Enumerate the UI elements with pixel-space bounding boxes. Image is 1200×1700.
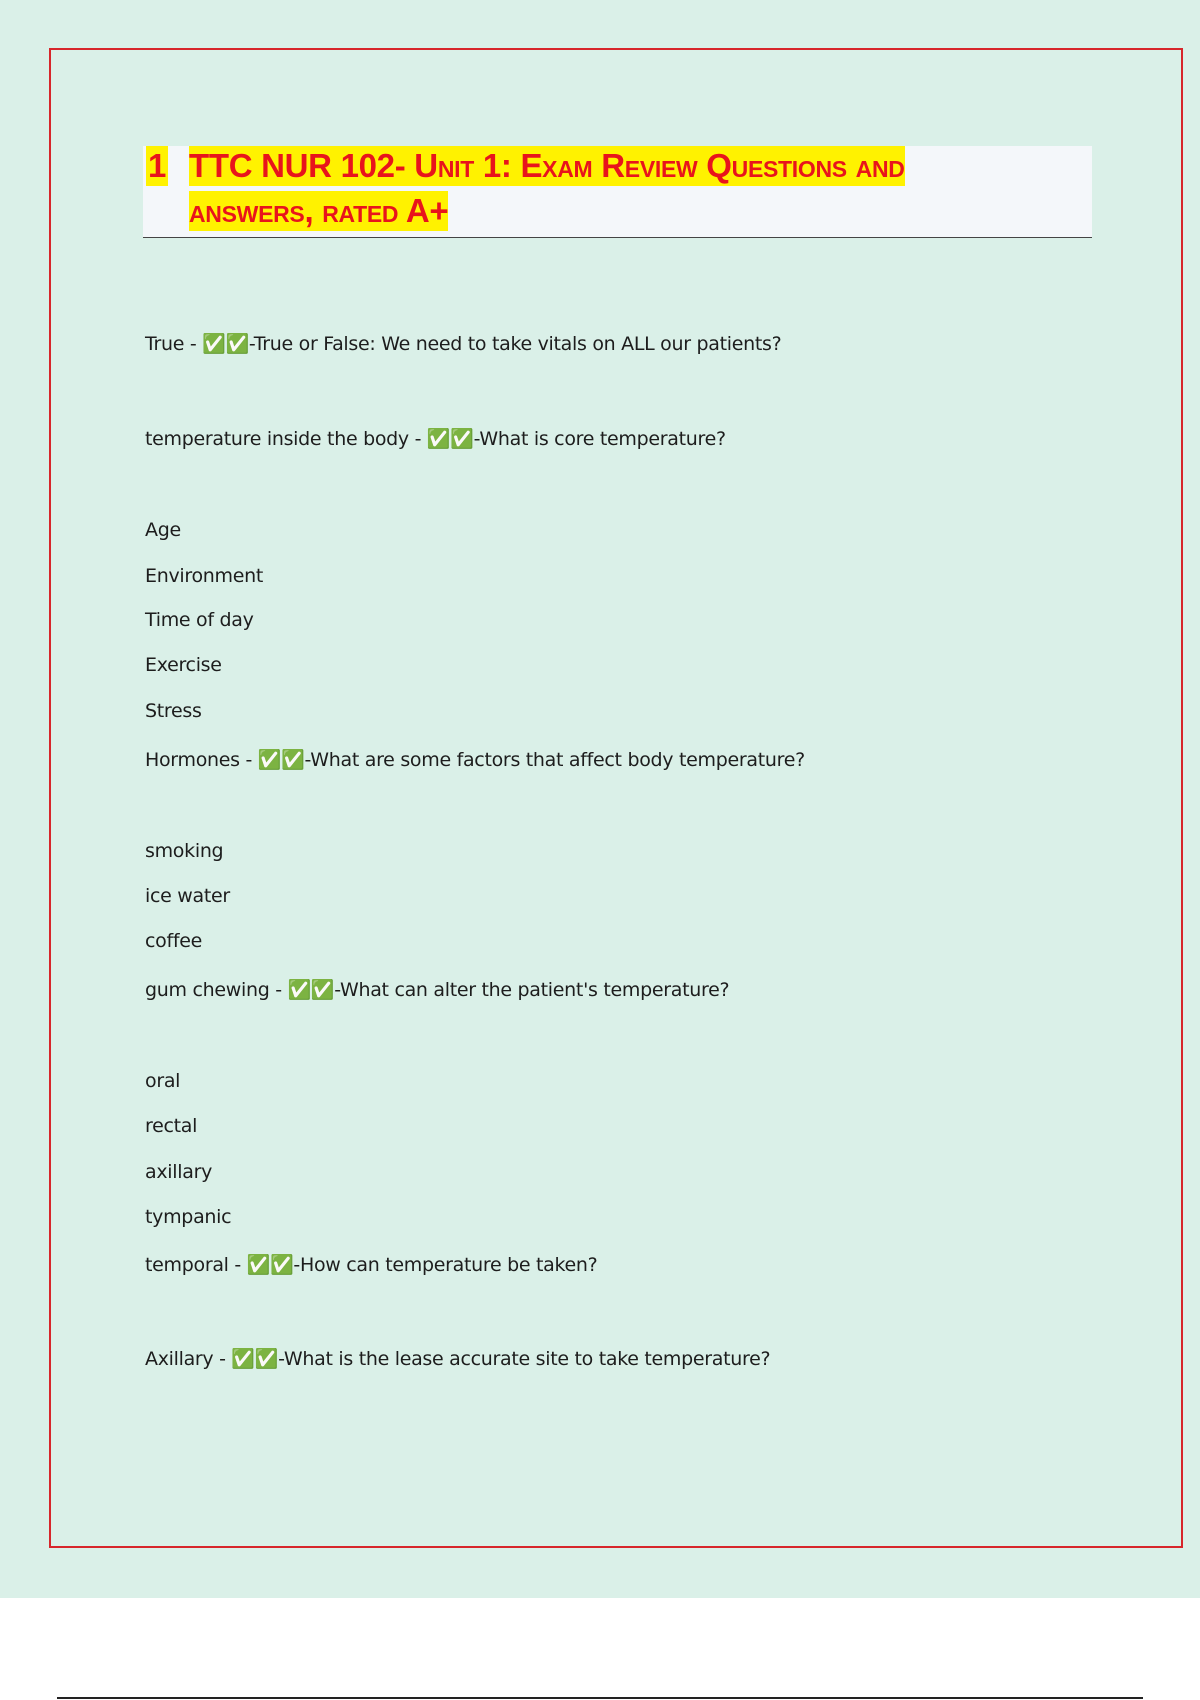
list-item: ice water — [145, 885, 230, 907]
list-item: Environment — [145, 565, 264, 587]
list-item: Exercise — [145, 654, 222, 676]
list-item: Age — [145, 519, 181, 541]
document-title-line-1: TTC NUR 102- Unit 1: Exam Review Questions and — [189, 147, 905, 184]
list-item: axillary — [145, 1161, 213, 1183]
list-item: Stress — [145, 700, 202, 722]
qa-line: True - ✅✅-True or False: We need to take vitals on ALL our patients? — [145, 333, 782, 355]
qa-line: gum chewing - ✅✅-What can alter the patient's temperature? — [145, 979, 730, 1001]
qa-line: Hormones - ✅✅-What are some factors that affect body temperature? — [145, 749, 805, 771]
heading-number: 1 — [148, 147, 167, 184]
page-border-frame — [49, 48, 1183, 1548]
list-item: smoking — [145, 840, 224, 862]
list-item: Time of day — [145, 609, 254, 631]
list-item: rectal — [145, 1115, 198, 1137]
footer-divider — [57, 1697, 1143, 1699]
list-item: tympanic — [145, 1206, 232, 1228]
qa-line: Axillary - ✅✅-What is the lease accurate site to take temperature? — [145, 1348, 771, 1370]
qa-line: temperature inside the body - ✅✅-What is core temperature? — [145, 428, 726, 450]
qa-line: temporal - ✅✅-How can temperature be taken? — [145, 1254, 598, 1276]
list-item: oral — [145, 1070, 181, 1092]
document-title-line-2: answers, rated A+ — [189, 192, 449, 229]
list-item: coffee — [145, 930, 203, 952]
